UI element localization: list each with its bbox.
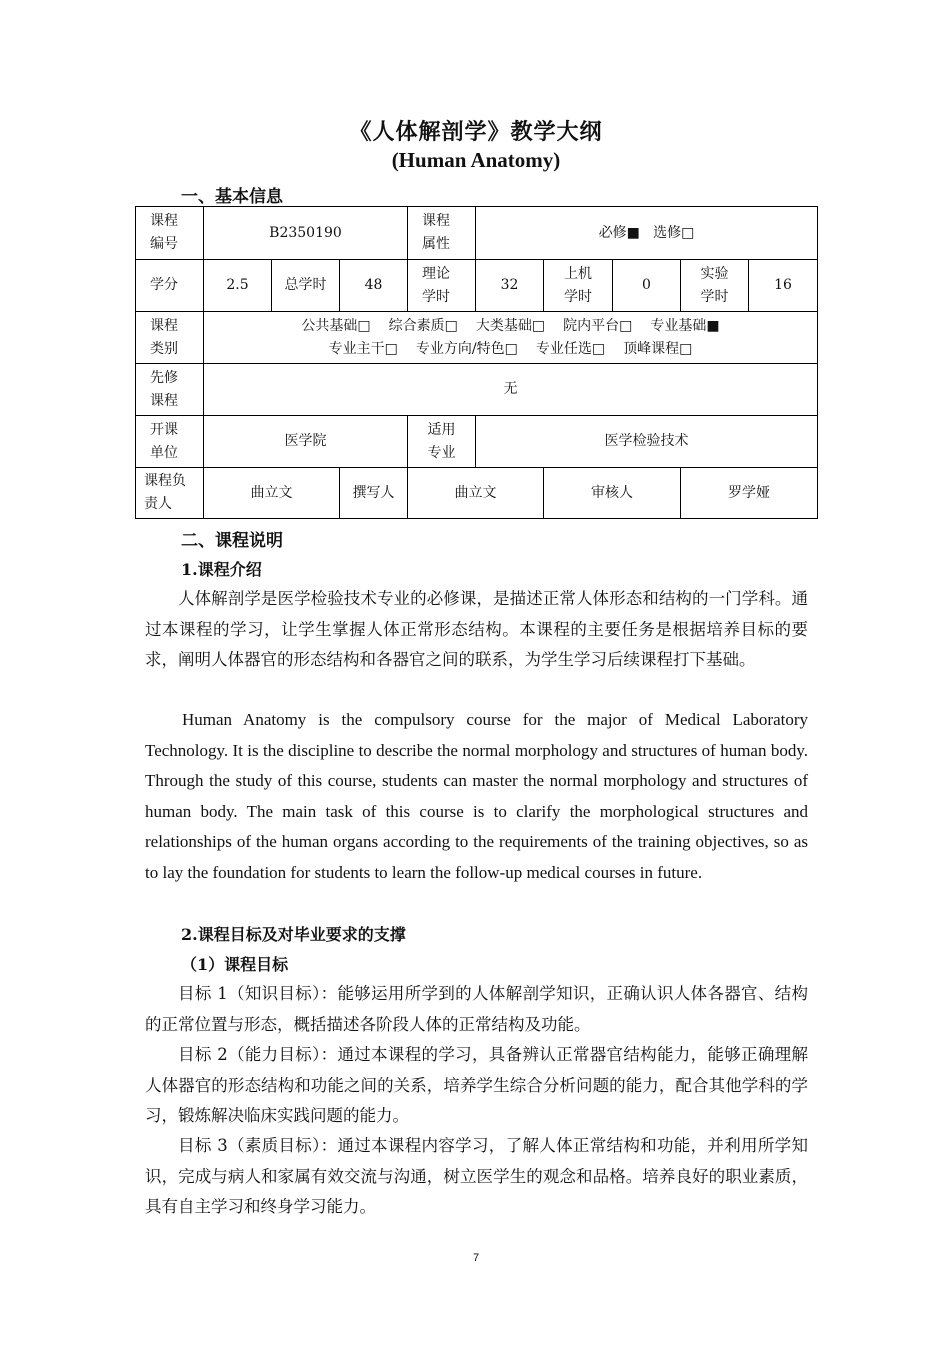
cell-label: 课程 属性 (422, 213, 450, 252)
credit-value: 2.5 (204, 260, 272, 312)
total-hours-label: 总学时 (272, 260, 340, 312)
table-row (136, 364, 818, 416)
basic-info-table (135, 206, 818, 519)
goal-3: 目标 3（素质目标）：通过本课程内容学习，了解人体正常结构和功能，并利用所学知识，完成与病人和家属有效交流与沟通，树立医学生的观念和品格。培养良好的职业素质，具有自主学习和终身学习能力。 (145, 1136, 808, 1216)
major-value: 医学检验技术 (476, 416, 818, 468)
cell-label: 理论 学时 (422, 265, 450, 305)
table-row (136, 312, 818, 364)
prereq-label (136, 364, 204, 416)
category-option: 专业主干□ (328, 340, 398, 357)
category-option: 专业任选□ (535, 340, 606, 357)
major-label (408, 416, 476, 468)
table-row (136, 207, 818, 260)
section-heading-course-description: 二、课程说明 (181, 531, 283, 551)
category-label (136, 312, 204, 364)
computer-hours-value: 0 (613, 260, 681, 312)
category-line-2 (204, 338, 817, 361)
reviewer-label: 审核人 (544, 468, 681, 519)
dept-value: 医学院 (204, 416, 408, 468)
section-heading-basic-info: 一、基本信息 (181, 187, 283, 207)
document-title: 《人体解剖学》教学大纲 (349, 119, 603, 145)
lab-hours-label (681, 260, 749, 312)
goal-2: 目标 2（能力目标）：通过本课程的学习，具备辨认正常器官结构能力，能够正确理解人体器官的形态结构和功能之间的关系，培养学生综合分析问题的能力，配合其他学科的学习，锻炼解决临床实践问题的能力。 (145, 1045, 808, 1125)
subheading-course-goals: 2.课程目标及对毕业要求的支撑 (181, 925, 406, 944)
goal-1: 目标 1（知识目标）：能够运用所学到的人体解剖学知识，正确认识人体各器官、结构的正常位置与形态，概括描述各阶段人体的正常结构及功能。 (145, 984, 808, 1034)
total-hours-value: 48 (340, 260, 408, 312)
writer-value: 曲立文 (408, 468, 544, 519)
subheading-goals-list: （1）课程目标 (181, 955, 289, 974)
course-attr-value: 必修■ 选修□ (476, 207, 818, 260)
computer-hours-label (544, 260, 613, 312)
cell-label: 课程负 责人 (144, 473, 186, 512)
cell-label: 上机 学时 (564, 265, 592, 305)
category-option: 公共基础□ (301, 317, 371, 334)
category-option: 顶峰课程□ (623, 340, 693, 357)
subheading-course-intro: 1.课程介绍 (181, 560, 262, 579)
category-option: 院内平台□ (563, 317, 633, 334)
leader-value: 曲立文 (204, 468, 340, 519)
document-subtitle: (Human Anatomy) (391, 148, 561, 172)
cell-label: 课程 类别 (150, 317, 178, 357)
table-row (136, 260, 818, 312)
cell-label: 开课 单位 (150, 421, 178, 461)
cell-label: 适用 专业 (427, 421, 456, 461)
theory-hours-label (408, 260, 476, 312)
page-number: 7 (472, 1252, 480, 1264)
course-no-label (136, 207, 204, 260)
lab-hours-value: 16 (749, 260, 818, 312)
course-no-value: B2350190 (204, 207, 408, 260)
writer-label: 撰写人 (340, 468, 408, 519)
cell-label: 先修 课程 (150, 369, 178, 409)
leader-label (136, 468, 204, 519)
table-row (136, 416, 818, 468)
category-option: 专业基础■ (650, 317, 720, 334)
category-line-1 (204, 315, 817, 338)
course-attr-label (408, 207, 476, 260)
cell-label: 实验 学时 (700, 265, 729, 305)
cell-label: 课程 编号 (150, 213, 178, 252)
credit-label: 学分 (136, 260, 204, 312)
table-row (136, 468, 818, 519)
reviewer-value: 罗学娅 (681, 468, 818, 519)
category-options (204, 312, 818, 364)
dept-label (136, 416, 204, 468)
course-intro-cn: 人体解剖学是医学检验技术专业的必修课，是描述正常人体形态和结构的一门学科。通过本课程的学习，让学生掌握人体正常形态结构。本课程的主要任务是根据培养目标的要求，阐明人体器官的形态结构和各器官之间的联系，为学生学习后续课程打下基础。 (145, 589, 808, 669)
category-option: 大类基础□ (475, 317, 546, 334)
theory-hours-value: 32 (476, 260, 544, 312)
prereq-value: 无 (204, 364, 818, 416)
category-option: 综合素质□ (388, 317, 458, 334)
category-option: 专业方向/特色□ (415, 340, 518, 357)
course-intro-en: Human Anatomy is the compulsory course for the major of Medical Laboratory Technology. It is the discipline to describe the normal morphology and structures of human body. Through the study of this course, students can master the normal morphology and structures of human body. The main task of this course is to clarify the morphological structures and relationships of the human organs according to the requirements of the training objectives, so as to lay the foundation for students to learn the follow-up medical courses in future. (145, 710, 808, 882)
